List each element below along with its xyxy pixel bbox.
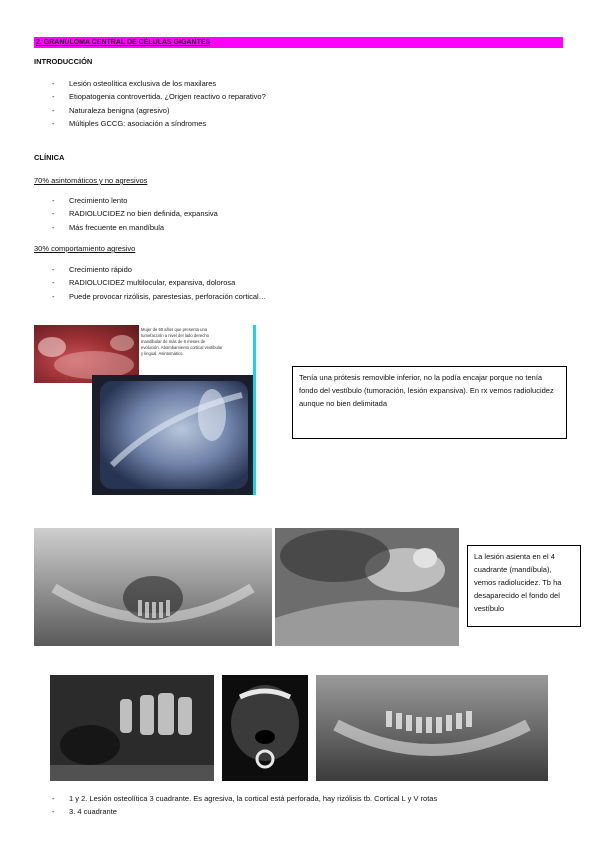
list-item: - 1 y 2. Lesión osteolítica 3 cuadrante. Es agresiva, la cortical está perforada, hay rizólisis tb. Cortical L y V rotas	[34, 792, 594, 805]
radiograph-occlusal-graphic	[92, 375, 253, 495]
intro-list	[34, 77, 554, 130]
clinic-subheading-1: 70% asintomáticos y no agresivos	[34, 176, 148, 185]
periapical-xray	[50, 675, 214, 781]
list-item: - Puede provocar rizólisis, parestesias, perforación cortical…	[34, 290, 554, 303]
list-item: - Crecimiento rápido	[34, 263, 554, 276]
list-item: - RADIOLUCIDEZ no bien definida, expansiva	[34, 207, 554, 220]
radiograph-occlusal	[92, 375, 253, 495]
panoramic-xray-1-graphic	[34, 528, 272, 646]
caption-line: mandibular de más de 6 meses de	[141, 339, 206, 344]
list-item: - Lesión osteolítica exclusiva de los maxilares	[34, 77, 554, 90]
accent-border	[253, 325, 256, 495]
list-item: - Etiopatogenia controvertida. ¿Origen reactivo o reparativo?	[34, 90, 554, 103]
case2-note	[467, 545, 581, 627]
periapical-xray-graphic	[50, 675, 214, 781]
document-title-text: 2. GRANULOMA CENTRAL DE CÉLULAS GIGANTES	[36, 39, 211, 46]
list-item: - Múltiples GCCG: asociación a síndromes	[34, 117, 554, 130]
ct-scan-graphic	[222, 675, 308, 781]
case2-note-text: La lesión asienta en el 4 cuadrante (mandíbula), vemos radiolucidez. Tb ha desaparecido el fondo del vestíbulo	[474, 552, 562, 613]
intraoral-photo-2	[275, 528, 459, 646]
panoramic-xray-2-graphic	[316, 675, 548, 781]
caption-line: y lingual. Asintomático.	[141, 351, 184, 356]
case-caption	[141, 327, 256, 375]
list-item: - Más frecuente en mandíbula	[34, 221, 554, 234]
clinic-list-1	[34, 194, 554, 234]
panoramic-xray-1	[34, 528, 272, 646]
clinic-heading: CLÍNICA	[34, 153, 65, 162]
panoramic-xray-2	[316, 675, 548, 781]
list-item: - RADIOLUCIDEZ multilocular, expansiva, dolorosa	[34, 276, 554, 289]
white-spacer	[34, 383, 92, 495]
intro-heading: INTRODUCCIÓN	[34, 57, 93, 66]
case1-note-text: Tenía una prótesis removible inferior, no la podía encajar porque no tenía fondo del vestíbulo (tumoración, lesión expansiva). En rx vemos radiolucidez aunque no bien delimitada	[299, 373, 554, 408]
list-item: - Crecimiento lento	[34, 194, 554, 207]
caption-line: Mujer de 60 años que presenta una	[141, 327, 208, 332]
caption-line: evolución. Abombamiento cortical vestibular	[141, 345, 223, 350]
list-item: - 3. 4 cuadrante	[34, 805, 594, 818]
list-item: - Naturaleza benigna (agresivo)	[34, 104, 554, 117]
bottom-list	[34, 792, 594, 819]
document-title	[34, 37, 563, 48]
clinic-list-2	[34, 263, 554, 303]
intraoral-photo-2-graphic	[275, 528, 459, 646]
clinic-subheading-2: 30% comportamiento agresivo	[34, 244, 136, 253]
ct-scan	[222, 675, 308, 781]
caption-line: tumefacción a nivel del lado derecho	[141, 333, 209, 338]
case1-note	[292, 366, 567, 439]
